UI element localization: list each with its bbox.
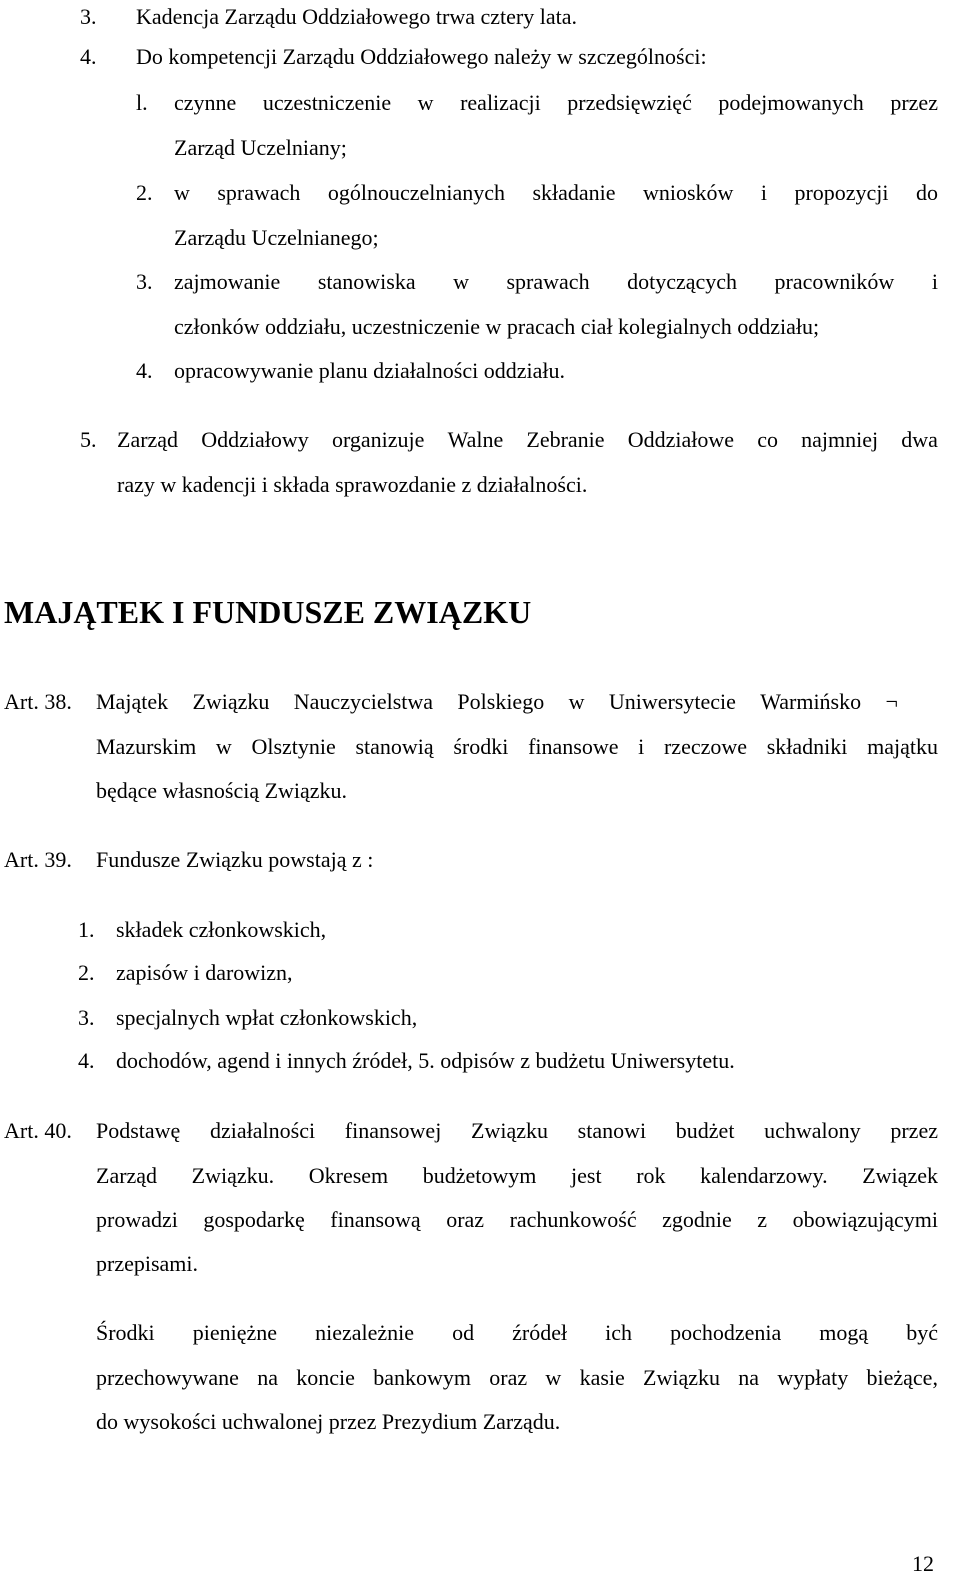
justified-line: Środki pieniężne niezależnie od źródeł ich pochodzenia mogą być xyxy=(96,1320,938,1345)
list-number: 4. xyxy=(78,1048,95,1073)
justified-line: Podstawę działalności finansowej Związku stanowi budżet uchwalony przez xyxy=(96,1118,938,1143)
justified-line: Zarząd Oddziałowy organizuje Walne Zebranie Oddziałowe co najmniej dwa xyxy=(117,427,938,452)
text-line: Zarząd Uczelniany; xyxy=(174,135,347,160)
list-number: 2. xyxy=(78,960,95,985)
text-line: będące własnością Związku. xyxy=(96,778,348,803)
article-label: Art. 40. xyxy=(4,1118,72,1143)
text-line: przepisami. xyxy=(96,1251,199,1276)
list-item-text: zapisów i darowizn, xyxy=(116,960,293,985)
justified-line: Majątek Związku Nauczycielstwa Polskiego w Uniwersytecie Warmińsko ¬ xyxy=(96,689,898,714)
list-item-text: specjalnych wpłat członkowskich, xyxy=(116,1005,418,1030)
justified-line: prowadzi gospodarkę finansową oraz rachunkowość zgodnie z obowiązującymi xyxy=(96,1207,938,1232)
text-line: Fundusze Związku powstają z : xyxy=(96,847,374,872)
text-line: Zarządu Uczelnianego; xyxy=(174,225,379,250)
sublist-number: 4. xyxy=(136,358,153,383)
text-line: do wysokości uchwalonej przez Prezydium Zarządu. xyxy=(96,1409,561,1434)
sublist-number: 3. xyxy=(136,269,153,294)
list-number: 3. xyxy=(78,1005,95,1030)
justified-line: przechowywane na koncie bankowym oraz w kasie Związku na wypłaty bieżące, xyxy=(96,1365,938,1390)
text-line: opracowywanie planu działalności oddziału. xyxy=(174,358,565,383)
list-item-text: Kadencja Zarządu Oddziałowego trwa cztery lata. xyxy=(136,4,577,29)
justified-line: czynne uczestniczenie w realizacji przedsięwzięć podejmowanych przez xyxy=(174,90,938,115)
list-number: 1. xyxy=(78,917,95,942)
list-item-text: Do kompetencji Zarządu Oddziałowego należy w szczególności: xyxy=(136,44,707,69)
sublist-number: 2. xyxy=(136,180,153,205)
text-line: członków oddziału, uczestniczenie w pracach ciał kolegialnych oddziału; xyxy=(174,314,820,339)
justified-line: Zarząd Związku. Okresem budżetowym jest rok kalendarzowy. Związek xyxy=(96,1163,938,1188)
list-item-text: składek członkowskich, xyxy=(116,917,327,942)
article-label: Art. 39. xyxy=(4,847,72,872)
list-number: 3. xyxy=(80,4,97,29)
sublist-number: l. xyxy=(136,90,148,115)
list-number: 4. xyxy=(80,44,97,69)
justified-line: Mazurskim w Olsztynie stanowią środki finansowe i rzeczowe składniki majątku xyxy=(96,734,938,759)
justified-line: w sprawach ogólnouczelnianych składanie wniosków i propozycji do xyxy=(174,180,938,205)
list-number: 5. xyxy=(80,427,97,452)
list-item-text: dochodów, agend i innych źródeł, 5. odpisów z budżetu Uniwersytetu. xyxy=(116,1048,735,1073)
page-number: 12 xyxy=(912,1551,934,1576)
text-line: razy w kadencji i składa sprawozdanie z działalności. xyxy=(117,472,588,497)
section-heading: MAJĄTEK I FUNDUSZE ZWIĄZKU xyxy=(4,594,532,630)
justified-line: zajmowanie stanowiska w sprawach dotyczących pracowników i xyxy=(174,269,938,294)
article-label: Art. 38. xyxy=(4,689,72,714)
